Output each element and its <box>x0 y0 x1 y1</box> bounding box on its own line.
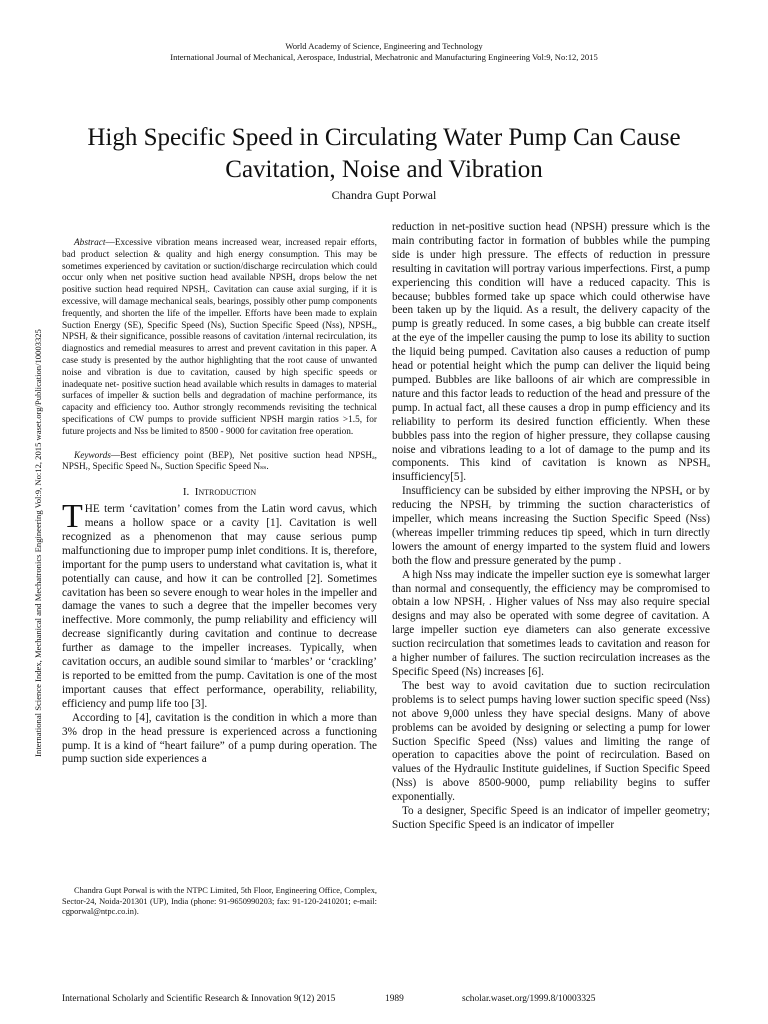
right-paragraph-2: Insufficiency can be subsided by either improving the NPSHₐ or by reducing the NPSHᵣ by trimming the suction characteristics of impeller, which means increasing the Suction Specific Speed (Nss) (whereas impeller trimming reduces tip speed, which in turn directly lowers the amount of energy imparted to the system fluid and lowers both the flow and pressure generated by the pump . <box>392 485 710 567</box>
right-paragraph-1: reduction in net-positive suction head (NPSH) pressure which is the main contributing factor in formation of bubbles while the pumping side is under high pressure. The effects of reduction in pressure resulting in cavitation will portray various imperfections. First, a pump experiencing this condition will have a reduced capacity. This is because; bubbles formed take up space which could otherwise have been taken up by the liquid. As a result, the delivery capacity of the pump is greatly reduced. In some cases, a big bubble can create itself at the eye of the impeller causing the pump to lose its ability to suction the liquid being pumped. Cavitation also causes a reduction of pump head or potential height which the pump can deliver the liquid being pumped. Bubbles are like balloons of air which are compressible in nature and this factor leads to reduction of the head and pressure of the pump. In actual fact, all these causes a drop in pump efficiency and its reliability to perform its desired function efficiently. When these bubbles pass into the region of higher pressure, they collapse causing noise and vibrations leading to a lot of damage to the pump and its components. This kind of cavitation is known as NPSHₐ insufficiency[5]. <box>392 221 710 484</box>
abstract-label: Abstract <box>74 238 106 248</box>
abstract-text: —Excessive vibration means increased wear, increased repair efforts, bad product selection & quality and high energy consumption. This may be sometimes experienced by cavitation or suction/discharge recirculation which could occur only when net positive suction head available NPSHₐ drops below the net positive suction head required NPSHᵣ. Cavitation can cause axial surging, if it is excessive, will damage mechanical seals, bearings, possibly other pump components frequently, and shorten the life of the impeller. Efforts have been made to explain Suction Energy (SE), Specific Speed (Ns), Suction Specific Speed (Nss), NPSHₐ, NPSHᵣ & their significance, possible reasons of cavitation /internal recirculation, its diagnostics and remedial measures to arrest and prevent cavitation in this paper. A case study is presented by the author highlighting that the root cause of unwanted noise and vibration is due to cavitation, caused by high specific speeds or inadequate net- positive suction head available which results in damages to material surfaces of impeller & suction bells and degradation of machine performance, its capacity and efficiency too. Author strongly recommends revisiting the technical specifications of CW pumps to provide sufficient NPSH margin ratios >1.5, for future projects and Nss be limited to 8500 - 9000 for cavitation free operation. <box>62 238 377 437</box>
footer-url: scholar.waset.org/1999.8/10003325 <box>462 994 596 1004</box>
right-paragraph-3: A high Nss may indicate the impeller suction eye is somewhat larger than normal and consequently, the efficiency may be compromised to obtain a low NPSHᵣ . Higher values of Nss may also require special designs and may also be operated with some degree of cavitation. A large impeller suction eye diameters can also generate excessive suction recirculation that sometimes leads to cavitation and reason for a higher number of failures. The suction recirculation increases as the Specific Speed (Ns) increases [6]. <box>392 568 710 678</box>
right-column <box>392 221 710 833</box>
intro-paragraph-1 <box>62 498 377 712</box>
author-footnote: Chandra Gupt Porwal is with the NTPC Limited, 5th Floor, Engineering Office, Complex, Sector-24, Noida-201301 (UP), India (phone: 91-9650990203; fax: 91-120-2410201; e-mail: cgporwal@ntpc.co.in). <box>62 886 377 917</box>
side-index-label: International Science Index, Mechanical and Mechatronics Engineering Vol:9, No:12, 2015 waset.org/Publication/10003325 <box>33 329 43 757</box>
journal-header-line2: International Journal of Mechanical, Aerospace, Industrial, Mechatronic and Manufacturing Engineering Vol:9, No:12, 2015 <box>170 52 598 62</box>
footer-page-number: 1989 <box>385 994 404 1004</box>
drop-cap: T <box>62 498 83 536</box>
intro-paragraph-2: According to [4], cavitation is the condition in which a more than 3% drop in the head pressure is experienced across a functioning pump. It is a kind of “heart failure” of a pump during operation. The pump suction side experiences a <box>62 711 377 766</box>
author-name: Chandra Gupt Porwal <box>331 188 437 202</box>
keywords-text: —Best efficiency point (BEP), Net positive suction head NPSHₐ, NPSHᵣ, Specific Speed Nₛ, Suction Specific Speed Nₛₛ. <box>62 450 377 473</box>
left-column <box>62 238 377 767</box>
side-index-text <box>30 293 46 793</box>
section-heading-introduction <box>62 485 377 499</box>
section-title: Introduction <box>194 486 257 499</box>
section-number: I. <box>182 486 190 499</box>
intro-paragraph-1-text: HE term ‘cavitation’ comes from the Latin word cavus, which means a hollow space or a cavity [1]. Cavitation is well recognized as a phenomenon that may cause serious pump malfunctioning due to improper pump inlet conditions. It is, therefore, important for the pump users to understand what cavitation is, what it potentially can cause, and how it can be controlled [2]. Sometimes cavitation has been so severe enough to wear holes in the impeller and damage the vanes to such a degree that the impeller becomes very ineffective. More commonly, the pump reliability and efficiency will decrease significantly during cavitation and continue to decrease further as damage to the impeller increases. Typically, when cavitation occurs, an audible sound similar to ‘marbles’ or ‘crackling’ is reported to be emitted from the pump. Cavitation is one of the most important causes that effect performance, operability, reliability, efficiency and pump life too [3]. <box>62 503 377 710</box>
journal-header-line1: World Academy of Science, Engineering and Technology <box>285 41 483 51</box>
paper-title: High Specific Speed in Circulating Water Pump Can Cause Cavitation, Noise and Vibration <box>87 124 681 183</box>
footer-publisher: International Scholarly and Scientific Research & Innovation 9(12) 2015 <box>62 994 336 1004</box>
keywords-label: Keywords <box>74 450 111 461</box>
right-paragraph-5: To a designer, Specific Speed is an indicator of impeller geometry; Suction Specific Speed is an indicator of impeller <box>392 805 710 831</box>
abstract <box>62 238 377 439</box>
keywords <box>62 451 377 475</box>
right-paragraph-4: The best way to avoid cavitation due to suction recirculation problems is to select pumps having lower suction specific speed (Nss) not above 9,000 unless they have special designs. Many of above problems can be avoided by designing or selecting a pump for lower Suction Specific Speed (Nss) values and limiting the range of operation to capacities above the point of recirculation. Based on values of the Hydraulic Institute guidelines, if Suction Specific Speed (Nss) is above 8500-9000, pump reliability begins to suffer exponentially. <box>392 679 710 804</box>
